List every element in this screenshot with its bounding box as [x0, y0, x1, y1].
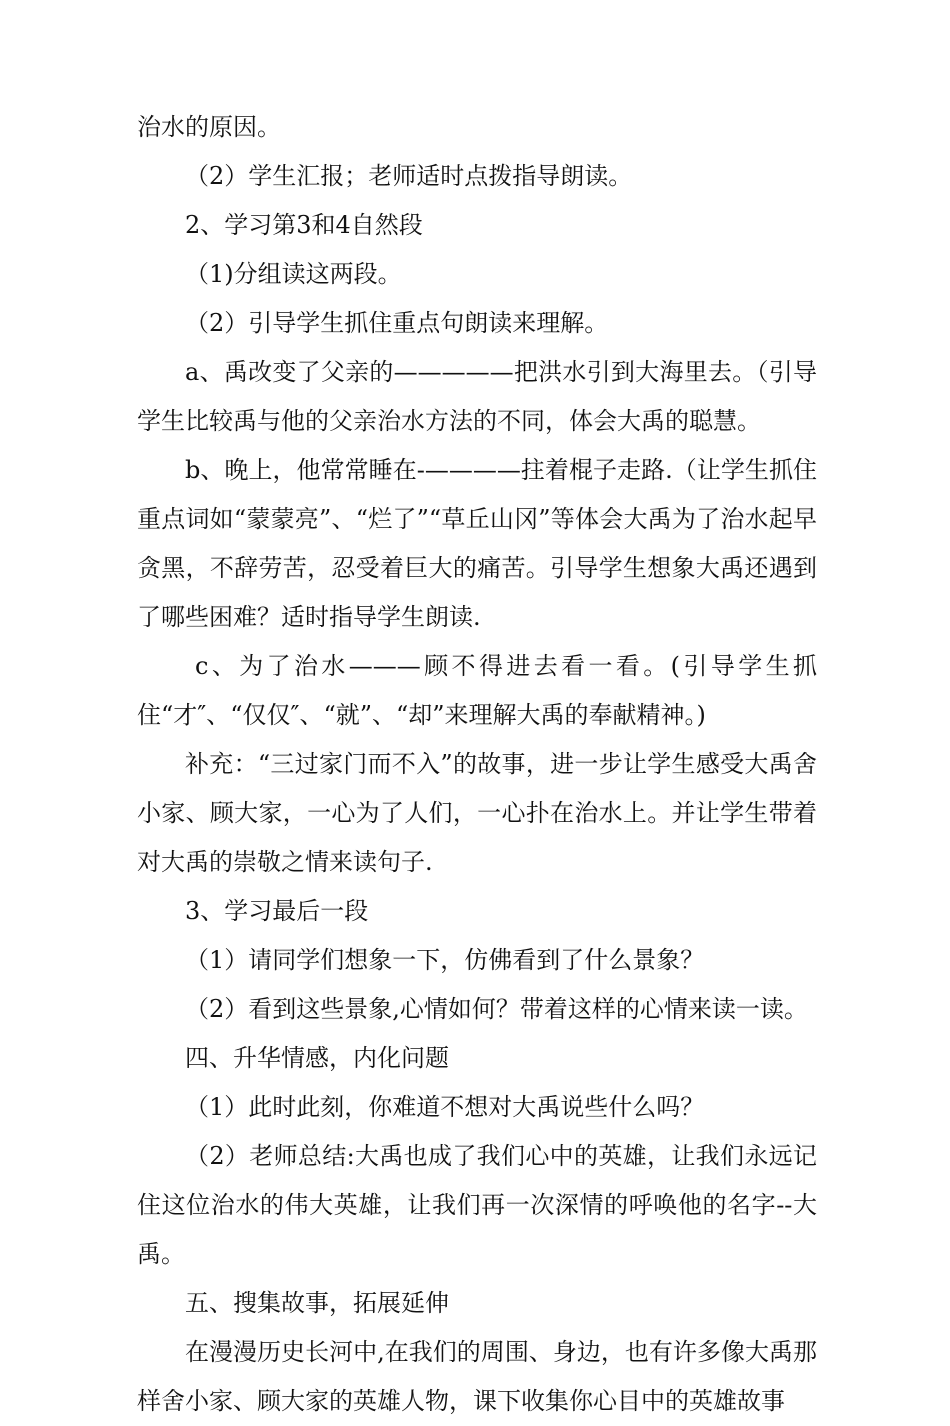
- paragraph-teacher-summary: （2）老师总结:大禹也成了我们心中的英雄，让我们永远记住这位治水的伟大英雄，让我们再一次深情的呼唤他的名字--大禹。: [137, 1142, 817, 1268]
- heading-section-five: 五、搜集故事，拓展延伸: [185, 1289, 449, 1317]
- paragraph-say-to-dayu: （1）此时此刻，你难道不想对大禹说些什么吗？: [185, 1093, 705, 1121]
- paragraph-item-a: a、禹改变了父亲的—————把洪水引到大海里去。（引导学生比较禹与他的父亲治水方法的不同，体会大禹的聪慧。: [137, 358, 817, 435]
- paragraph-item-b: b、晚上，他常常睡在-————拄着棍子走路.（让学生抓住重点词如“蒙蒙亮”、“烂了”“草丘山冈”等体会大禹为了治水起早贪黑，不辞劳苦，忍受着巨大的痛苦。引导学生想象大禹还遇到了哪些困难？适时指导学生朗读.: [137, 456, 817, 631]
- paragraph-key-sentences: （2）引导学生抓住重点句朗读来理解。: [185, 309, 609, 337]
- heading-section-four: 四、升华情感，内化问题: [185, 1044, 449, 1072]
- paragraph-feelings: （2）看到这些景象,心情如何？带着这样的心情来读一读。: [185, 995, 808, 1023]
- paragraph-student-report: （2）学生汇报；老师适时点拨指导朗读。: [185, 162, 633, 190]
- paragraph-group-reading: （1)分组读这两段。: [185, 260, 402, 288]
- body-text: [137, 103, 817, 1426]
- paragraph-last-section: 3、学习最后一段: [185, 897, 369, 925]
- paragraph-collect-stories: 在漫漫历史长河中,在我们的周围、身边，也有许多像大禹那样舍小家、顾大家的英雄人物，课下收集你心目中的英雄故事: [137, 1338, 817, 1415]
- paragraph-supplement: 补充：“三过家门而不入”的故事，进一步让学生感受大禹舍小家、顾大家，一心为了人们，一心扑在治水上。并让学生带着对大禹的崇敬之情来读句子.: [137, 750, 817, 876]
- paragraph-study-section-3-4: 2、学习第3和4自然段: [185, 211, 423, 239]
- paragraph-continuation: 治水的原因。: [137, 113, 281, 141]
- paragraph-imagine-scene: （1）请同学们想象一下，仿佛看到了什么景象？: [185, 946, 705, 974]
- paragraph-item-c: c、为了治水———顾不得进去看一看。(引导学生抓住“才″、“仅仅″、“就”、“却”来理解大禹的奉献精神。): [137, 652, 817, 729]
